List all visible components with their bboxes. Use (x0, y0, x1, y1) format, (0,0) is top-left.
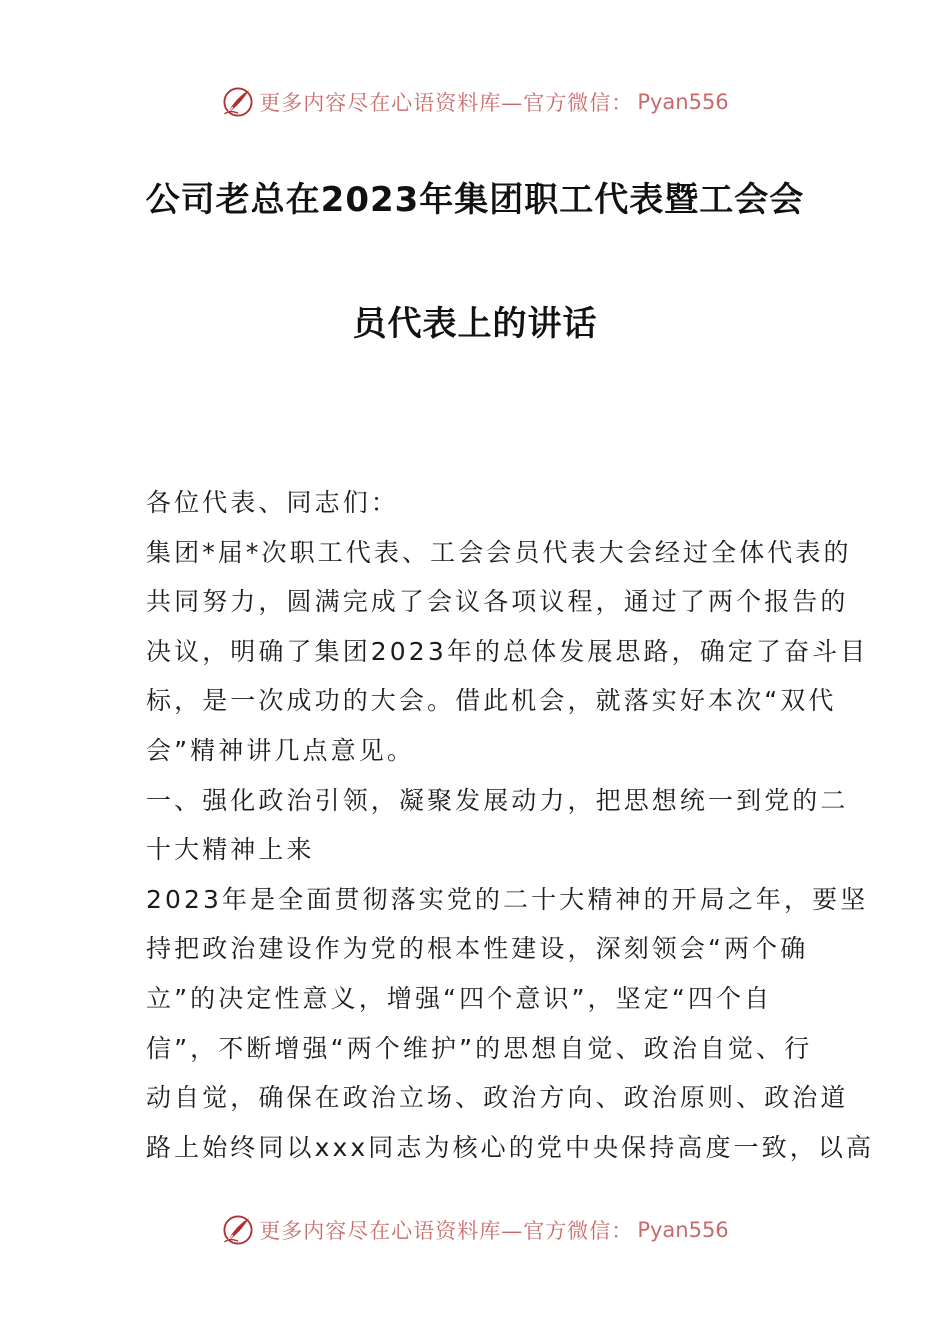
body-line: 集团*届*次职工代表、工会会员代表大会经过全体代表的 (146, 537, 852, 567)
body-line: 路上始终同以xxx同志为核心的党中央保持高度一致，以高 (146, 1132, 875, 1162)
feather-pen-logo-icon (221, 85, 255, 119)
body-line: 立”的决定性意义，增强“四个意识”，坚定“四个自 (146, 983, 773, 1013)
section-heading-line: 十大精神上来 (146, 835, 315, 865)
feather-pen-logo-icon (221, 1213, 255, 1247)
document-body (146, 478, 875, 1172)
body-line: 决议，明确了集团2023年的总体发展思路，确定了奋斗目 (146, 636, 869, 666)
watermark-wechat-id: Pyan556 (637, 90, 729, 114)
body-line: 共同努力，圆满完成了会议各项议程，通过了两个报告的 (146, 587, 849, 617)
watermark-text: 更多内容尽在心语资料库—官方微信： (259, 91, 634, 115)
body-line: 动自觉，确保在政治立场、政治方向、政治原则、政治道 (146, 1083, 849, 1113)
body-line: 信”，不断增强“两个维护”的思想自觉、政治自觉、行 (146, 1033, 813, 1063)
body-line: 会”精神讲几点意见。 (146, 735, 415, 765)
header-watermark (0, 82, 950, 122)
body-line: 各位代表、同志们： (146, 488, 399, 517)
document-title-line-2: 员代表上的讲话 (352, 304, 598, 344)
footer-watermark (0, 1210, 950, 1250)
document-title-line-1: 公司老总在2023年集团职工代表暨工会会 (145, 180, 805, 220)
body-line: 持把政治建设作为党的根本性建设，深刻领会“两个确 (146, 934, 809, 964)
watermark-text: 更多内容尽在心语资料库—官方微信： (259, 1219, 634, 1243)
watermark-wechat-id: Pyan556 (637, 1218, 729, 1242)
body-line: 2023年是全面贯彻落实党的二十大精神的开局之年，要坚 (146, 884, 869, 914)
section-heading-line: 一、强化政治引领，凝聚发展动力，把思想统一到党的二 (146, 785, 849, 815)
body-line: 标，是一次成功的大会。借此机会，就落实好本次“双代 (146, 686, 837, 716)
